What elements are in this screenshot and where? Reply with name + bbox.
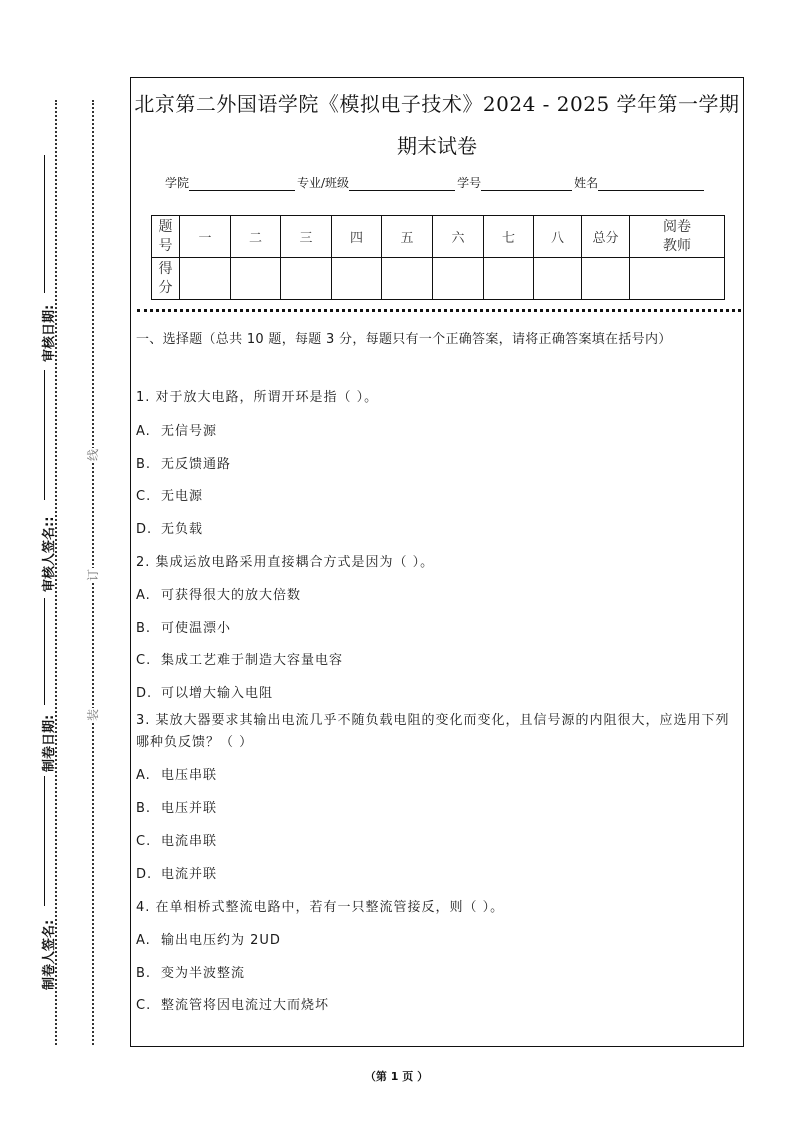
reviewer-signature-label: 审核人签名::	[42, 516, 57, 592]
score-cell-total[interactable]	[582, 258, 630, 300]
col-header-grader: 阅卷 教师	[630, 216, 725, 258]
score-cell[interactable]	[484, 258, 534, 300]
question-stem: 4. 在单相桥式整流电路中，若有一只整流管接反，则（ ）。	[136, 900, 505, 915]
student-info-row	[165, 174, 706, 191]
option-item[interactable]: C. 电流串联	[136, 834, 218, 849]
score-cell[interactable]	[180, 258, 231, 300]
col-header: 三	[281, 216, 332, 258]
student-id-field[interactable]	[481, 178, 572, 191]
compile-date-label: 制卷日期:	[42, 714, 57, 772]
score-table-header-row	[152, 216, 725, 258]
question-stem: 2. 集成运放电路采用直接耦合方式是因为（ ）。	[136, 555, 435, 570]
score-cell[interactable]	[332, 258, 382, 300]
score-cell[interactable]	[281, 258, 332, 300]
row-label-score: 得 分	[152, 258, 180, 300]
option-item[interactable]: D. 电流并联	[136, 867, 218, 882]
name-field[interactable]	[598, 178, 704, 191]
option-item[interactable]: C. 集成工艺难于制造大容量电容	[136, 653, 344, 668]
section-multiple-choice	[136, 328, 737, 1013]
reviewer-signature-blank	[44, 370, 45, 500]
score-cell[interactable]	[382, 258, 433, 300]
option-item[interactable]: B. 变为半波整流	[136, 966, 246, 981]
option-item[interactable]: A. 无信号源	[136, 424, 218, 439]
option-item[interactable]: A. 可获得很大的放大倍数	[136, 588, 302, 603]
col-header: 四	[332, 216, 382, 258]
score-table	[151, 215, 725, 300]
section-heading: 一、选择题（总共 10 题，每题 3 分，每题只有一个正确答案，请将正确答案填在括号内）	[136, 332, 672, 347]
major-class-label: 专业/班级	[297, 176, 350, 190]
exam-subtitle: 期末试卷	[397, 134, 477, 158]
option-item[interactable]: B. 可使温漂小	[136, 621, 232, 636]
score-table-score-row	[152, 258, 725, 300]
col-header: 八	[534, 216, 582, 258]
major-class-field[interactable]	[349, 178, 455, 191]
option-item[interactable]: B. 电压并联	[136, 801, 218, 816]
option-item[interactable]: B. 无反馈通路	[136, 457, 232, 472]
exam-title: 北京第二外国语学院《模拟电子技术》2024 - 2025 学年第一学期	[134, 92, 740, 116]
option-item[interactable]: D. 可以增大输入电阻	[136, 686, 274, 701]
option-item[interactable]: D. 无负载	[136, 522, 204, 537]
option-item[interactable]: C. 整流管将因电流过大而烧坏	[136, 998, 330, 1013]
col-header: 六	[433, 216, 484, 258]
option-item[interactable]: A. 电压串联	[136, 768, 218, 783]
compiler-signature-label: 制卷人签名:	[42, 919, 57, 990]
score-cell-grader[interactable]	[630, 258, 725, 300]
exam-frame	[130, 77, 744, 1047]
col-header: 七	[484, 216, 534, 258]
col-header-total: 总分	[582, 216, 630, 258]
name-label: 姓名	[574, 176, 599, 190]
compiler-signature-blank	[44, 776, 45, 906]
binding-char-line: 线	[86, 449, 100, 462]
review-date-label: 审核日期:	[42, 304, 57, 362]
student-id-label: 学号	[457, 176, 482, 190]
score-cell[interactable]	[534, 258, 582, 300]
score-cell[interactable]	[433, 258, 484, 300]
page-number: （第 1 页 ）	[364, 1070, 429, 1083]
compile-date-blank	[44, 598, 45, 705]
score-cell[interactable]	[231, 258, 281, 300]
binding-char-bind: 装	[86, 709, 100, 722]
dotted-separator	[137, 309, 741, 312]
col-header: 一	[180, 216, 231, 258]
review-date-blank	[44, 155, 45, 293]
col-header: 五	[382, 216, 433, 258]
college-label: 学院	[165, 176, 190, 190]
option-item[interactable]: C. 无电源	[136, 489, 204, 504]
binding-char-order: 订	[86, 569, 100, 582]
question-stem: 1. 对于放大电路，所谓开环是指（ ）。	[136, 390, 379, 405]
college-field[interactable]	[189, 178, 295, 191]
col-header: 二	[231, 216, 281, 258]
row-label-question-no: 题 号	[152, 216, 180, 258]
question-stem: 3. 某放大器要求其输出电流几乎不随负载电阻的变化而变化，且信号源的内阻很大，应选用下列哪种负反馈？（ ）	[136, 713, 730, 750]
option-item[interactable]: A. 输出电压约为 2UD	[136, 933, 281, 948]
